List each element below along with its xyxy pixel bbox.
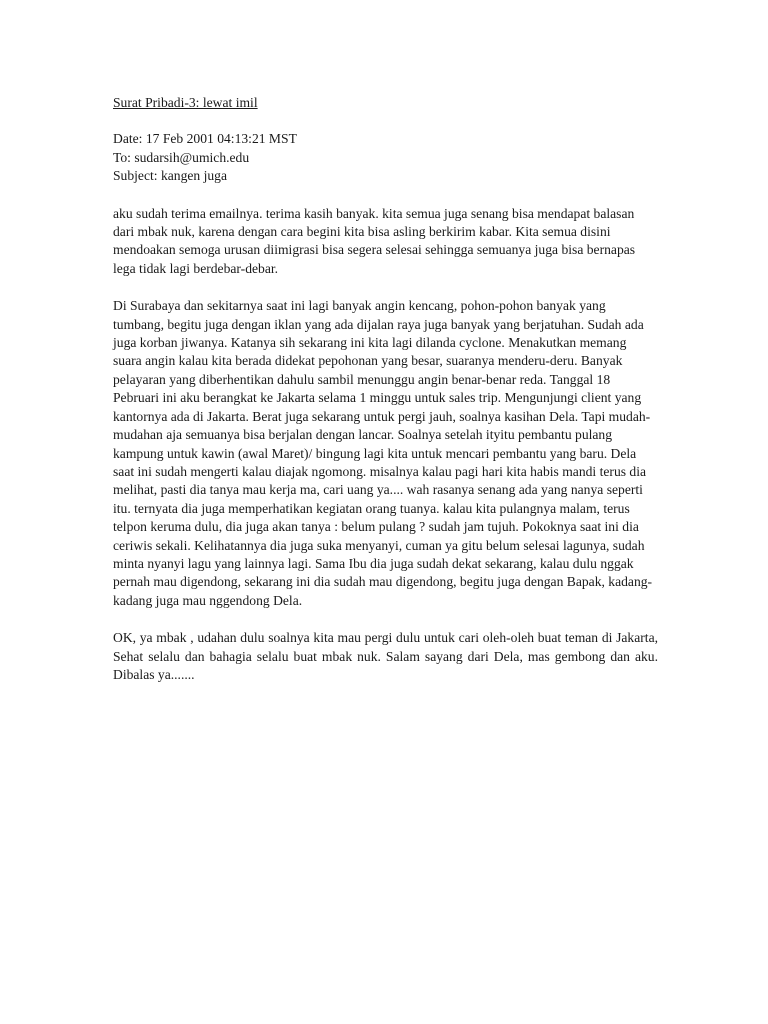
email-header (113, 130, 658, 185)
email-subject: Subject: kangen juga (113, 168, 228, 184)
paragraph-2: Di Surabaya dan sekitarnya saat ini lagi banyak angin kencang, pohon-pohon banyak yang tumbang, begitu juga dengan iklan yang ada dijalan raya juga banyak yang berjatuhan. Sudah ada juga korban jiwanya. Katanya sih sekarang ini kita lagi dilanda cyclone. Menakutkan memang suara angin kalau kita berada didekat pepohonan yang besar, suaranya menderu-deru. Banyak pelayaran yang diberhentikan dahulu sambil menunggu angin benar-benar reda. Tanggal 18 Pebruari ini aku berangkat ke Jakarta selama 1 minggu untuk sales trip. Mengunjungi client yang kantornya ada di Jakarta. Berat juga sekarang untuk pergi jauh, soalnya kasihan Dela. Tapi mudah-mudahan aja semuanya bisa berjalan dengan lancar. Soalnya setelah ityitu pembantu pulang kampung untuk kawin (awal Maret)/ bingung lagi kita untuk mencari pembantu yang baru. Dela saat ini sudah mengerti kalau diajak ngomong. misalnya kalau pagi hari kita habis mandi terus dia melihat, pasti dia tanya mau kerja ma, cari uang ya.... wah rasanya senang ada yang nanya seperti itu. ternyata dia juga memperhatikan kegiatan orang tuanya. kalau kita pulangnya malam, terus telpon keruma dulu, dia juga akan tanya : belum pulang ? sudah jam tujuh. Pokoknya saat ini dia ceriwis sekali. Kelihatannya dia juga suka menyanyi, cuman ya gitu belum selesai lagunya, sudah minta nyanyi lagu yang lainnya lagi. Sama Ibu dia juga sudah dekat sekarang, kalau dulu nggak pernah mau digendong, sekarang ini dia sudah mau digendong, begitu juga dengan Bapak, kadang-kadang juga mau nggendong Dela. (113, 298, 653, 608)
document-title: Surat Pribadi-3: lewat imil (113, 95, 258, 110)
paragraph-1: aku sudah terima emailnya. terima kasih banyak. kita semua juga senang bisa mendapat balasan dari mbak nuk, karena dengan cara begini kita bisa asling berkirim kabar. Kita semua disini mendoakan semoga urusan diimigrasi bisa segera selesai sehingga semuanya juga bisa bernapas lega tidak lagi berdebar-debar. (113, 205, 636, 276)
email-date: Date: 17 Feb 2001 04:13:21 MST (113, 131, 297, 147)
document-page (113, 94, 658, 703)
email-to: To: sudarsih@umich.edu (113, 149, 250, 165)
paragraph-3: OK, ya mbak , udahan dulu soalnya kita mau pergi dulu untuk cari oleh-oleh buat teman di Jakarta, Sehat selalu dan bahagia selalu buat mbak nuk. Salam sayang dari Dela, mas gembong dan aku. Dibalas ya....... (113, 630, 658, 682)
